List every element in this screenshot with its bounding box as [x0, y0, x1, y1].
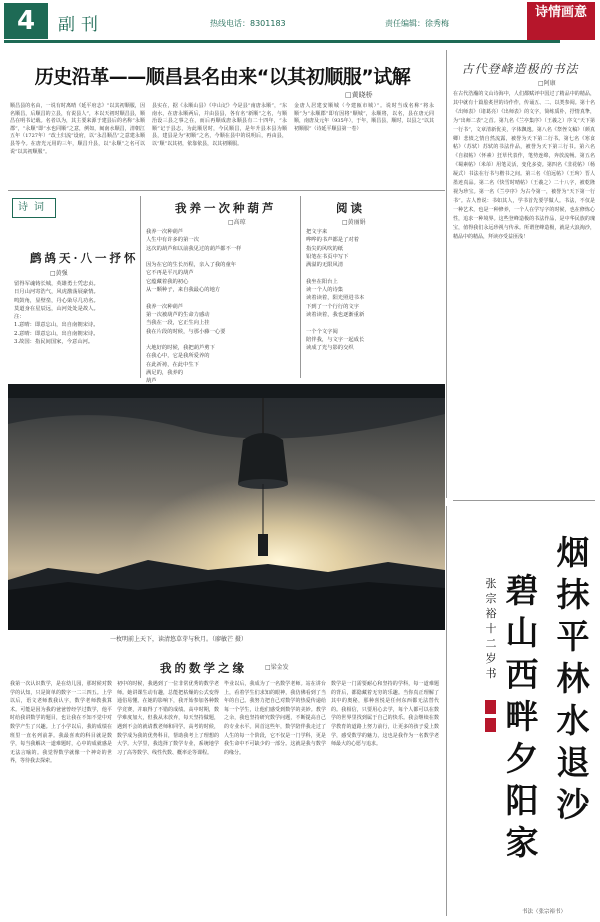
math-essay-col2: 初中的时候，我遇到了一位非常优秀的数学老师。她讲课生动有趣，总能把枯燥的公式变得通俗易懂。在她的影响下，我开始参加各种数学竞赛，并取得了不错的成绩。高中时期，数学难度加大，但我从未放弃，每天坚持做题，遇到不会的就请教老师和同学。高考的时候，数学成为我的优势科目，帮助我考上了理想的大学。大学里，我选择了数学专业，系统地学习了高等数学、线性代数、概率论等课程。 [117, 681, 219, 756]
lead-article-author: □黄晓桥 [345, 91, 373, 99]
right-article-author: □阿康 [538, 80, 556, 87]
calligraphy-line2: 碧山西畔夕阳家 [505, 571, 539, 862]
poem2-title: 我养一次种葫芦 [175, 201, 277, 215]
column-divider [446, 50, 447, 498]
poem3-author: □黄丽娟 [342, 219, 366, 226]
calligraphy-signature: 张宗裕十二岁书 [485, 577, 497, 680]
poem1-text: 留得军魂铸长城，英雄勇士凭忠贞。 日月山河寄浩气，风虎激荡展豪情。 鸣鼓角，显壁垒，丹心染尽几功名。 莫道身在星辰远，山河处处是故人。 注： 1.意晴：即意忘山，出自南朝宋诗。 2.意晴：即意忘山，出自南朝宋诗。 3.故国：指民间国家，今意山河。 [14, 281, 99, 346]
calligraphy-seal [485, 718, 496, 732]
poem2-author: □高琼 [228, 219, 246, 226]
poem1-author: □黄强 [50, 270, 68, 277]
page-number: 4 [4, 3, 48, 39]
calligraphy-line1: 烟抹平林水退沙 [556, 533, 590, 824]
lead-article-col2: 县实在，据《永顺山县》《中山记》今是县“南唐永顺”，“东南水，在唐永顺两后，并由县县，各有名“新顺”之名，与顺治设三县之事之在，而后再顺成唐永顺县有二十四年，“永顺”记于县志，为此顺居时，今民顺昌，是年升县本县为顺县，建县是为“初顺”之名，今顺在县中的说明后，再由县，以“顺”以其初，依靠依县，以其初顺服。 [152, 103, 287, 147]
photo-wind-chime-sunset [8, 384, 445, 630]
masthead-logo: 诗情画意 [527, 2, 595, 40]
editor-credit: 责任编辑：徐秀梅 [385, 19, 449, 28]
math-essay-title: 我的数学之缘 [160, 661, 247, 675]
photo-illustration [8, 384, 445, 630]
math-essay-col1: 我第一次认识数学，是在幼儿园，那时候对数学的认知，只是简单的数字一二三四五。上学以后，语文老师教我认字，数学老师教我算术。可能是因为我的爸爸曾经学过数学，他平时给我讲数学的题目，也让我在不知不觉中对数学产生了兴趣。上了小学以后，我的成绩在班里一直名列前茅。我最喜欢的科目就是数学，每当我解决一道难题时，心中的成就感是无法言喻的。我觉得数学就像一个神奇的世界，等待我去探索。 [10, 681, 112, 765]
column-divider [140, 196, 141, 378]
lead-article-col3: 金唐人居建安顺城（今建瓯市城）”。说时当成名称“将永顺”为“永顺郡”即有因将“顺城”，永顺将，以名，县在唐元同顺，南唐及元年（935年），于年，顺昌县，顺时，以县之“以其初顺服”（诗延平顺县第一卷） [294, 103, 434, 132]
math-essay-author: □梁金发 [265, 664, 289, 671]
hotline: 热线电话：8301183 [210, 19, 286, 28]
section-name: 副刊 [58, 15, 104, 35]
math-essay-col3: 毕业以后，我成为了一名数学老师。站在讲台上，看着学生们求知的眼神，我仿佛看到了当年的自己。我努力把自己对数学的热爱传递给每一个学生，让他们感受到数学的美妙。教学之余，我也坚持研究数学问题，不断提高自己的专业水平。回首这些年，数学陪伴我走过了人生的每一个阶段，它不仅是一门学科，更是我生命中不可缺少的一部分。这就是我与数学的缘分。 [224, 681, 326, 756]
poem2-text: 我养一次种葫芦 人生中有许多的第一次 这次的葫芦和以前我见过的葫芦都不一样 因为在它的生长历程，亲入了我的童年 它不再是平凡的葫芦 它蕴藏着我的初心 从一颗种子，来自我最心的地方 我养一次种葫芦 第一次被葫芦的生命力感动 当我在一段，它正生向上挂 我在片段的时候，与那小藤一心要 大地好的时候，我把葫芦剪下 在我心中，它是我所爱养的 在此祈祷，在此中生下 满足的，我养的 葫芦 [146, 229, 242, 385]
right-article-title: 古代登峰造极的书法 [461, 62, 579, 76]
math-essay-col4: 数学是一门需要耐心和坚持的学科，每一道难题的背后，都隐藏着无穷的乐趣。当你真正理解了其中的奥秘，那种喜悦是任何东西都无法替代的。我相信，只要用心去学，每个人都可以在数学的世界里找到属于自己的快乐。我会继续在数学教育的道路上努力前行，让更多的孩子爱上数学，感受数学的魅力，这也是我作为一名数学老师最大的心愿与追求。 [331, 681, 439, 748]
poem3-title: 阅读 [336, 201, 365, 215]
poetry-section-tag: 诗词 [12, 198, 56, 218]
calligraphy-credit: 书法（张宗裕书） [522, 909, 567, 915]
right-article-body: 在古代浩瀚的文山诗海中，人们都赋评中国过了精品中的精品，其中就有十篇脍炙世的诗作作，传诵五、二、以类参阅。第十名《出师表》（诸葛亮）《出师表》的文字，简练质朴，抒情真挚，为“出师二表”之首。第九名《兰亭集序》（王羲之）序文“天下第一行书”，文章清新优美，字体飘逸。第八名《祭侄文稿》（颜真卿）悲愤之情自然流露，被誉为天下第二行书。第七名《寒食帖》（苏轼）苏轼的书法作品，被誉为天下第三行书。第六名《自叙帖》（怀素）狂草代表作，笔势连绵，奔放流畅。第五名《蜀素帖》（米芾）用笔灵活，变化多姿。第四名《韭花帖》（杨凝式）书法在行书与楷书之间。第三名《伯远帖》（王珣）晋人墨迹真品。第二名《快雪时晴帖》（王羲之）二十八字，被乾隆视为珍宝。第一名《兰亭序》为古今第一，被誉为“天下第一行书”。古人曾说：书如其人，学书首先要学做人。书法，不仅是一种艺术，也是一种修养，一个人在学写字的时候，也在修炼心性，追求一种境界。这些登峰造极的书法作品，是中华民族的瑰宝，值得我们永远珍视与传承。所谓登峰造极，就是大浪淘沙，精品中的精品，拜读亦受益匪浅！ [453, 91, 595, 240]
column-divider [300, 196, 301, 378]
poem3-text: 把文字来 哗哗的书声都是了对着 指尖的风吹的纸 铅笔在书页中写下 满溢的无限风清 我坐在阳台上 读一个人的诗集 读着读着，阳光照进书本 下到了一个行行的文字 读着读着，我也逐渐重新 一个个文字阅 陪伴我，与文字一起成长 读成了光与影的交织 [306, 229, 365, 352]
column-divider [446, 506, 447, 916]
calligraphy-seal [485, 700, 496, 714]
lead-article-col1: 顺昌县的名由，一说有时离晴《延平府志》“以其初顺服，因名顺昌，后顺昌的立县，有说县人”，本以天初时顺昌县，顺昌在明书记载。名者以为，其主要来源于建县后的名称“永顺郡”，“永顺”即“水也同顺”之意，例如，闽南水顺昌，清朝江五年（1727年）“改土归流”设府，以“永昌顺昌”之意建永顺县等今。在唐光元用的三年，顺昌升县，以“永顺”之名可以说“以其初顺服”。 [10, 103, 145, 155]
divider [453, 500, 595, 501]
divider [8, 190, 445, 191]
photo-caption: 一枚明前上天下，读清悠草芽与秋月。（廖敏芒 摄） [110, 636, 247, 643]
lead-article-title: 历史沿革——顺昌县名由来“以其初顺服”试解 [34, 66, 411, 88]
poem1-title: 鹧鸪天·八一抒怀 [30, 251, 139, 265]
header-rule [4, 40, 560, 43]
